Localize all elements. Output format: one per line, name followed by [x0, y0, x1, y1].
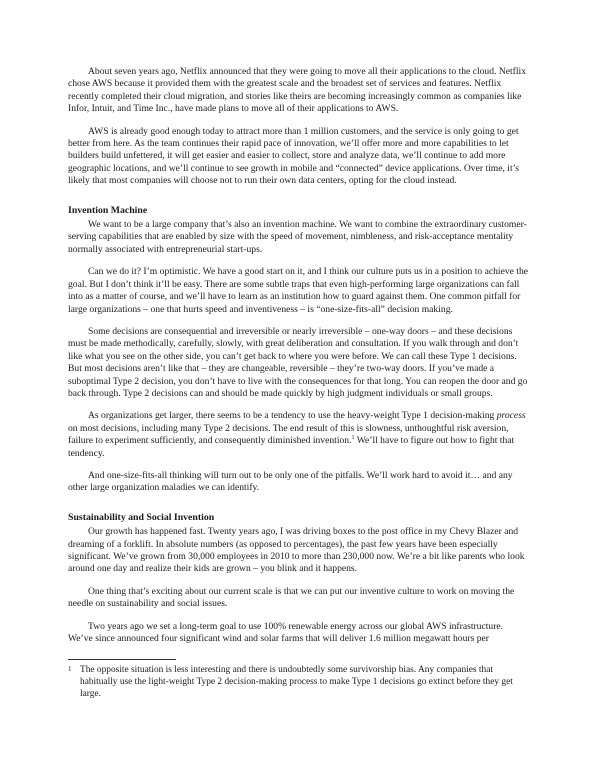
heading-invention-machine: Invention Machine: [68, 204, 148, 216]
footnote-text: The opposite situation is less interesting and there is undoubtedly some survivorship bias. Any companies that habitually use the light-weight Type 2 decision-making process to make Type 1 decisions go extinct before they get large.: [80, 665, 513, 700]
paragraph-netflix: About seven years ago, Netflix announced that they were going to move all their applications to the cloud. Netflix chose AWS because it provided them with the greatest scale and the broadest set of services and features. Netflix recently completed their cloud migration, and stories like theirs are becoming increasingly common as companies like Infor, Intuit, and Time Inc., have made plans to move all of their applications to AWS.: [68, 66, 526, 115]
paragraph-sustainability-1: Our growth has happened fast. Twenty years ago, I was driving boxes to the post office in my Chevy Blazer and dreaming of a forklift. In absolute numbers (as opposed to percentages), the past few years have been especially significant. We’ve grown from 30,000 employees in 2010 to more than 230,000 now. We’re a bit like parents who look around one day and realize their kids are grown – you blink and it happens.: [68, 526, 525, 575]
footnote-number: 1: [68, 665, 72, 673]
paragraph-invention-5: And one-size-fits-all thinking will turn out to be only one of the pitfalls. We’ll work hard to avoid it… and any other large organization maladies we can identify.: [68, 469, 513, 494]
paragraph-aws-growth: AWS is already good enough today to attract more than 1 million customers, and the service is only going to get better from here. As the team continues their rapid pace of innovation, we’ll offer more and more capabilities to let builders build unfettered, it will get easier and easier to collect, store and analyze data, we’ll continue to add more geographic locations, and we’ll continue to see growth in mobile and “connected” device applications. Over time, it’s likely that most companies will choose not to run their own data centers, opting for the cloud instead.: [68, 125, 520, 187]
footnote: [68, 664, 530, 701]
footnote-reference: 1: [351, 435, 355, 442]
paragraph-invention-4: As organizations get larger, there seems to be a tendency to use the heavy-weight Type 1 decision-making process on most decisions, including many Type 2 decisions. The end result of this is slowness, unthoughtful risk aversion, failure to experiment sufficiently, and consequently diminished invention.$^1$ We’ll have to figure out how to fight that tendency.: [68, 410, 526, 459]
paragraph-invention-2: Can we do it? I’m optimistic. We have a good start on it, and I think our culture puts us in a position to achieve the goal. But I don’t think it’ll be easy. There are some subtle traps that even high-performing large organizations can fall into as a matter of course, and we’ll have to learn as an institution how to guard against them. One common pitfall for large organizations – one that hurts speed and inventiveness – is “one-size-fits-all” decision making.: [68, 266, 529, 315]
paragraph-invention-3: Some decisions are consequential and irreversible or nearly irreversible – one-way doors – and these decisions must be made methodically, carefully, slowly, with great deliberation and consultation. If you walk through and don’t like what you see on the other side, you can’t get back to where you were before. We can call these Type 1 decisions. But most decisions aren’t like that – they are changeable, reversible – they’re two-way doors. If you’ve made a suboptimal Type 2 decision, you don’t have to live with the consequences for that long. You can reopen the door and go back through. Type 2 decisions can and should be made quickly by high judgment individuals or small groups.: [68, 325, 528, 399]
heading-sustainability: Sustainability and Social Invention: [68, 511, 215, 523]
body-text: [68, 66, 530, 655]
emphasis-process: process: [496, 410, 526, 422]
footnote-divider: [68, 659, 176, 660]
paragraph-invention-1: We want to be a large company that’s also an invention machine. We want to combine the extraordinary customer-serving capabilities that are enabled by size with the speed of movement, nimbleness, and risk-acceptance mentality normally associated with entrepreneurial start-ups.: [68, 219, 527, 255]
paragraph-sustainability-3: Two years ago we set a long-term goal to use 100% renewable energy across our global AWS infrastructure. We’ve since announced four significant wind and solar farms that will deliver 1.6 million megawatt hours per: [68, 620, 504, 645]
paragraph-sustainability-2: One thing that’s exciting about our current scale is that we can put our inventive culture to work on moving the needle on sustainability and social issues.: [68, 585, 515, 610]
